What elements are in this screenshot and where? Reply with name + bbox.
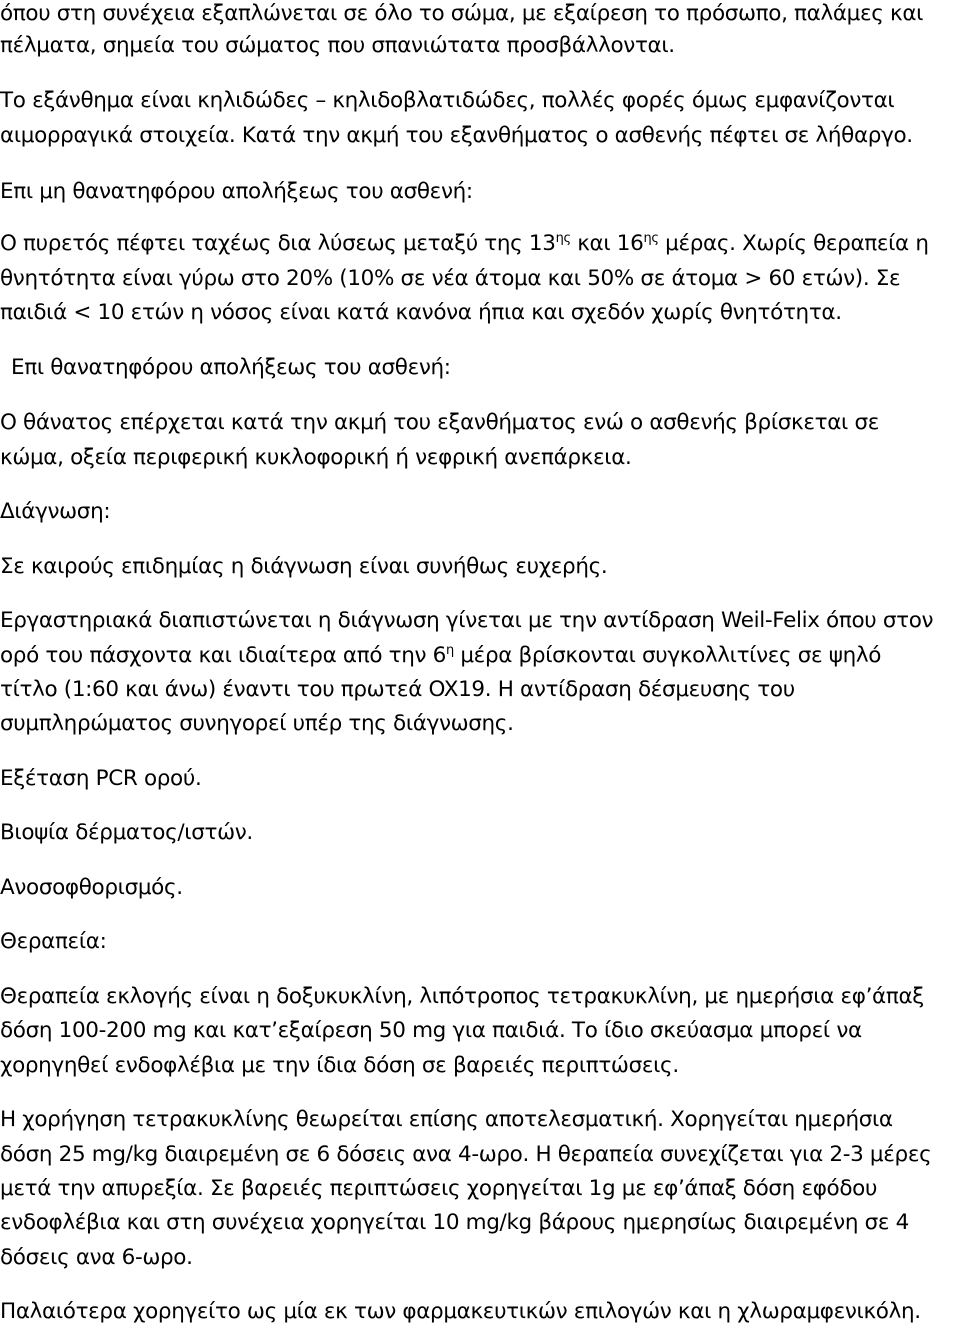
paragraph-line: παιδιά < 10 ετών η νόσος είναι κατά κανόνα ήπια και σχεδόν χωρίς θνητότητα.	[0, 300, 842, 325]
paragraph-line: Ανοσοφθορισμός.	[0, 875, 183, 900]
paragraph-line: Ο θάνατος επέρχεται κατά την ακμή του εξανθήματος ενώ ο ασθενής βρίσκεται σε	[0, 410, 880, 435]
text-run: ορό του πάσχοντα και ιδιαίτερα από την 6	[0, 643, 446, 668]
paragraph-line: δόση 25 mg/kg διαιρεμένη σε 6 δόσεις ανα 4-ωρο. Η θεραπεία συνεχίζεται για 2-3 μέρες	[0, 1142, 932, 1167]
paragraph-line	[0, 641, 881, 671]
paragraph-line: Το εξάνθημα είναι κηλιδώδες – κηλιδοβλατιδώδες, πολλές φορές όμως εμφανίζονται	[0, 88, 895, 113]
paragraph-line: Θεραπεία εκλογής είναι η δοξυκυκλίνη, λιπότροπος τετρακυκλίνη, με ημερήσια εφ’άπαξ	[0, 984, 924, 1009]
paragraph-line: πέλματα, σημεία του σώματος που σπανιώτατα προσβάλλονται.	[0, 33, 675, 58]
section-heading: Επι μη θανατηφόρου απολήξεως του ασθενή:	[0, 179, 473, 204]
paragraph-line: Η χορήγηση τετρακυκλίνης θεωρείται επίσης αποτελεσματική. Χορηγείται ημερήσια	[0, 1107, 893, 1132]
ordinal-superscript: η	[445, 643, 454, 658]
paragraph-line: θνητότητα είναι γύρω στο 20% (10% σε νέα άτομα και 50% σε άτομα > 60 ετών). Σε	[0, 266, 901, 291]
paragraph-line: μετά την απυρεξία. Σε βαρειές περιπτώσεις χορηγείται 1g με εφ’άπαξ δόση εφόδου	[0, 1176, 878, 1201]
paragraph-line: συμπληρώματος συνηγορεί υπέρ της διάγνωσης.	[0, 711, 514, 736]
section-heading: Διάγνωση:	[0, 499, 111, 524]
paragraph-line: Βιοψία δέρματος/ιστών.	[0, 820, 253, 845]
text-run: και 16	[570, 231, 644, 256]
paragraph-line: όπου στη συνέχεια εξαπλώνεται σε όλο το σώμα, με εξαίρεση το πρόσωπο, παλάμες και	[0, 1, 924, 26]
paragraph-line: Σε καιρούς επιδημίας η διάγνωση είναι συνήθως ευχερής.	[0, 554, 608, 579]
paragraph-line: ενδοφλέβια και στη συνέχεια χορηγείται 10 mg/kg βάρους ημερησίως διαιρεμένη σε 4	[0, 1210, 909, 1235]
paragraph-line: δόση 100-200 mg και κατ’εξαίρεση 50 mg για παιδιά. Το ίδιο σκεύασμα μπορεί να	[0, 1018, 862, 1043]
text-run: Ο πυρετός πέφτει ταχέως δια λύσεως μεταξύ της 13	[0, 231, 556, 256]
paragraph-line: δόσεις ανα 6-ωρο.	[0, 1245, 193, 1270]
paragraph-line: αιμορραγικά στοιχεία. Κατά την ακμή του εξανθήματος ο ασθενής πέφτει σε λήθαργο.	[0, 123, 913, 148]
ordinal-superscript: ης	[555, 231, 571, 246]
ordinal-superscript: ης	[643, 231, 659, 246]
paragraph-line: τίτλο (1:60 και άνω) έναντι του πρωτεά OX19. Η αντίδραση δέσμευσης του	[0, 677, 795, 702]
text-run: μέρα βρίσκονται συγκολλιτίνες σε ψηλό	[453, 643, 882, 668]
paragraph-line	[0, 229, 929, 259]
text-run: μέρας. Χωρίς θεραπεία η	[658, 231, 929, 256]
section-heading: Θεραπεία:	[0, 929, 107, 954]
paragraph-line: Εργαστηριακά διαπιστώνεται η διάγνωση γίνεται με την αντίδραση Weil-Felix όπου στον	[0, 608, 934, 633]
paragraph-line: Παλαιότερα χορηγείτο ως μία εκ των φαρμακευτικών επιλογών και η χλωραμφενικόλη.	[0, 1299, 921, 1324]
paragraph-line: χορηγηθεί ενδοφλέβια με την ίδια δόση σε βαρειές περιπτώσεις.	[0, 1053, 679, 1078]
section-heading: Επι θανατηφόρου απολήξεως του ασθενή:	[11, 355, 451, 380]
paragraph-line: κώμα, οξεία περιφερική κυκλοφορική ή νεφρική ανεπάρκεια.	[0, 445, 632, 470]
paragraph-line: Εξέταση PCR ορού.	[0, 766, 202, 791]
